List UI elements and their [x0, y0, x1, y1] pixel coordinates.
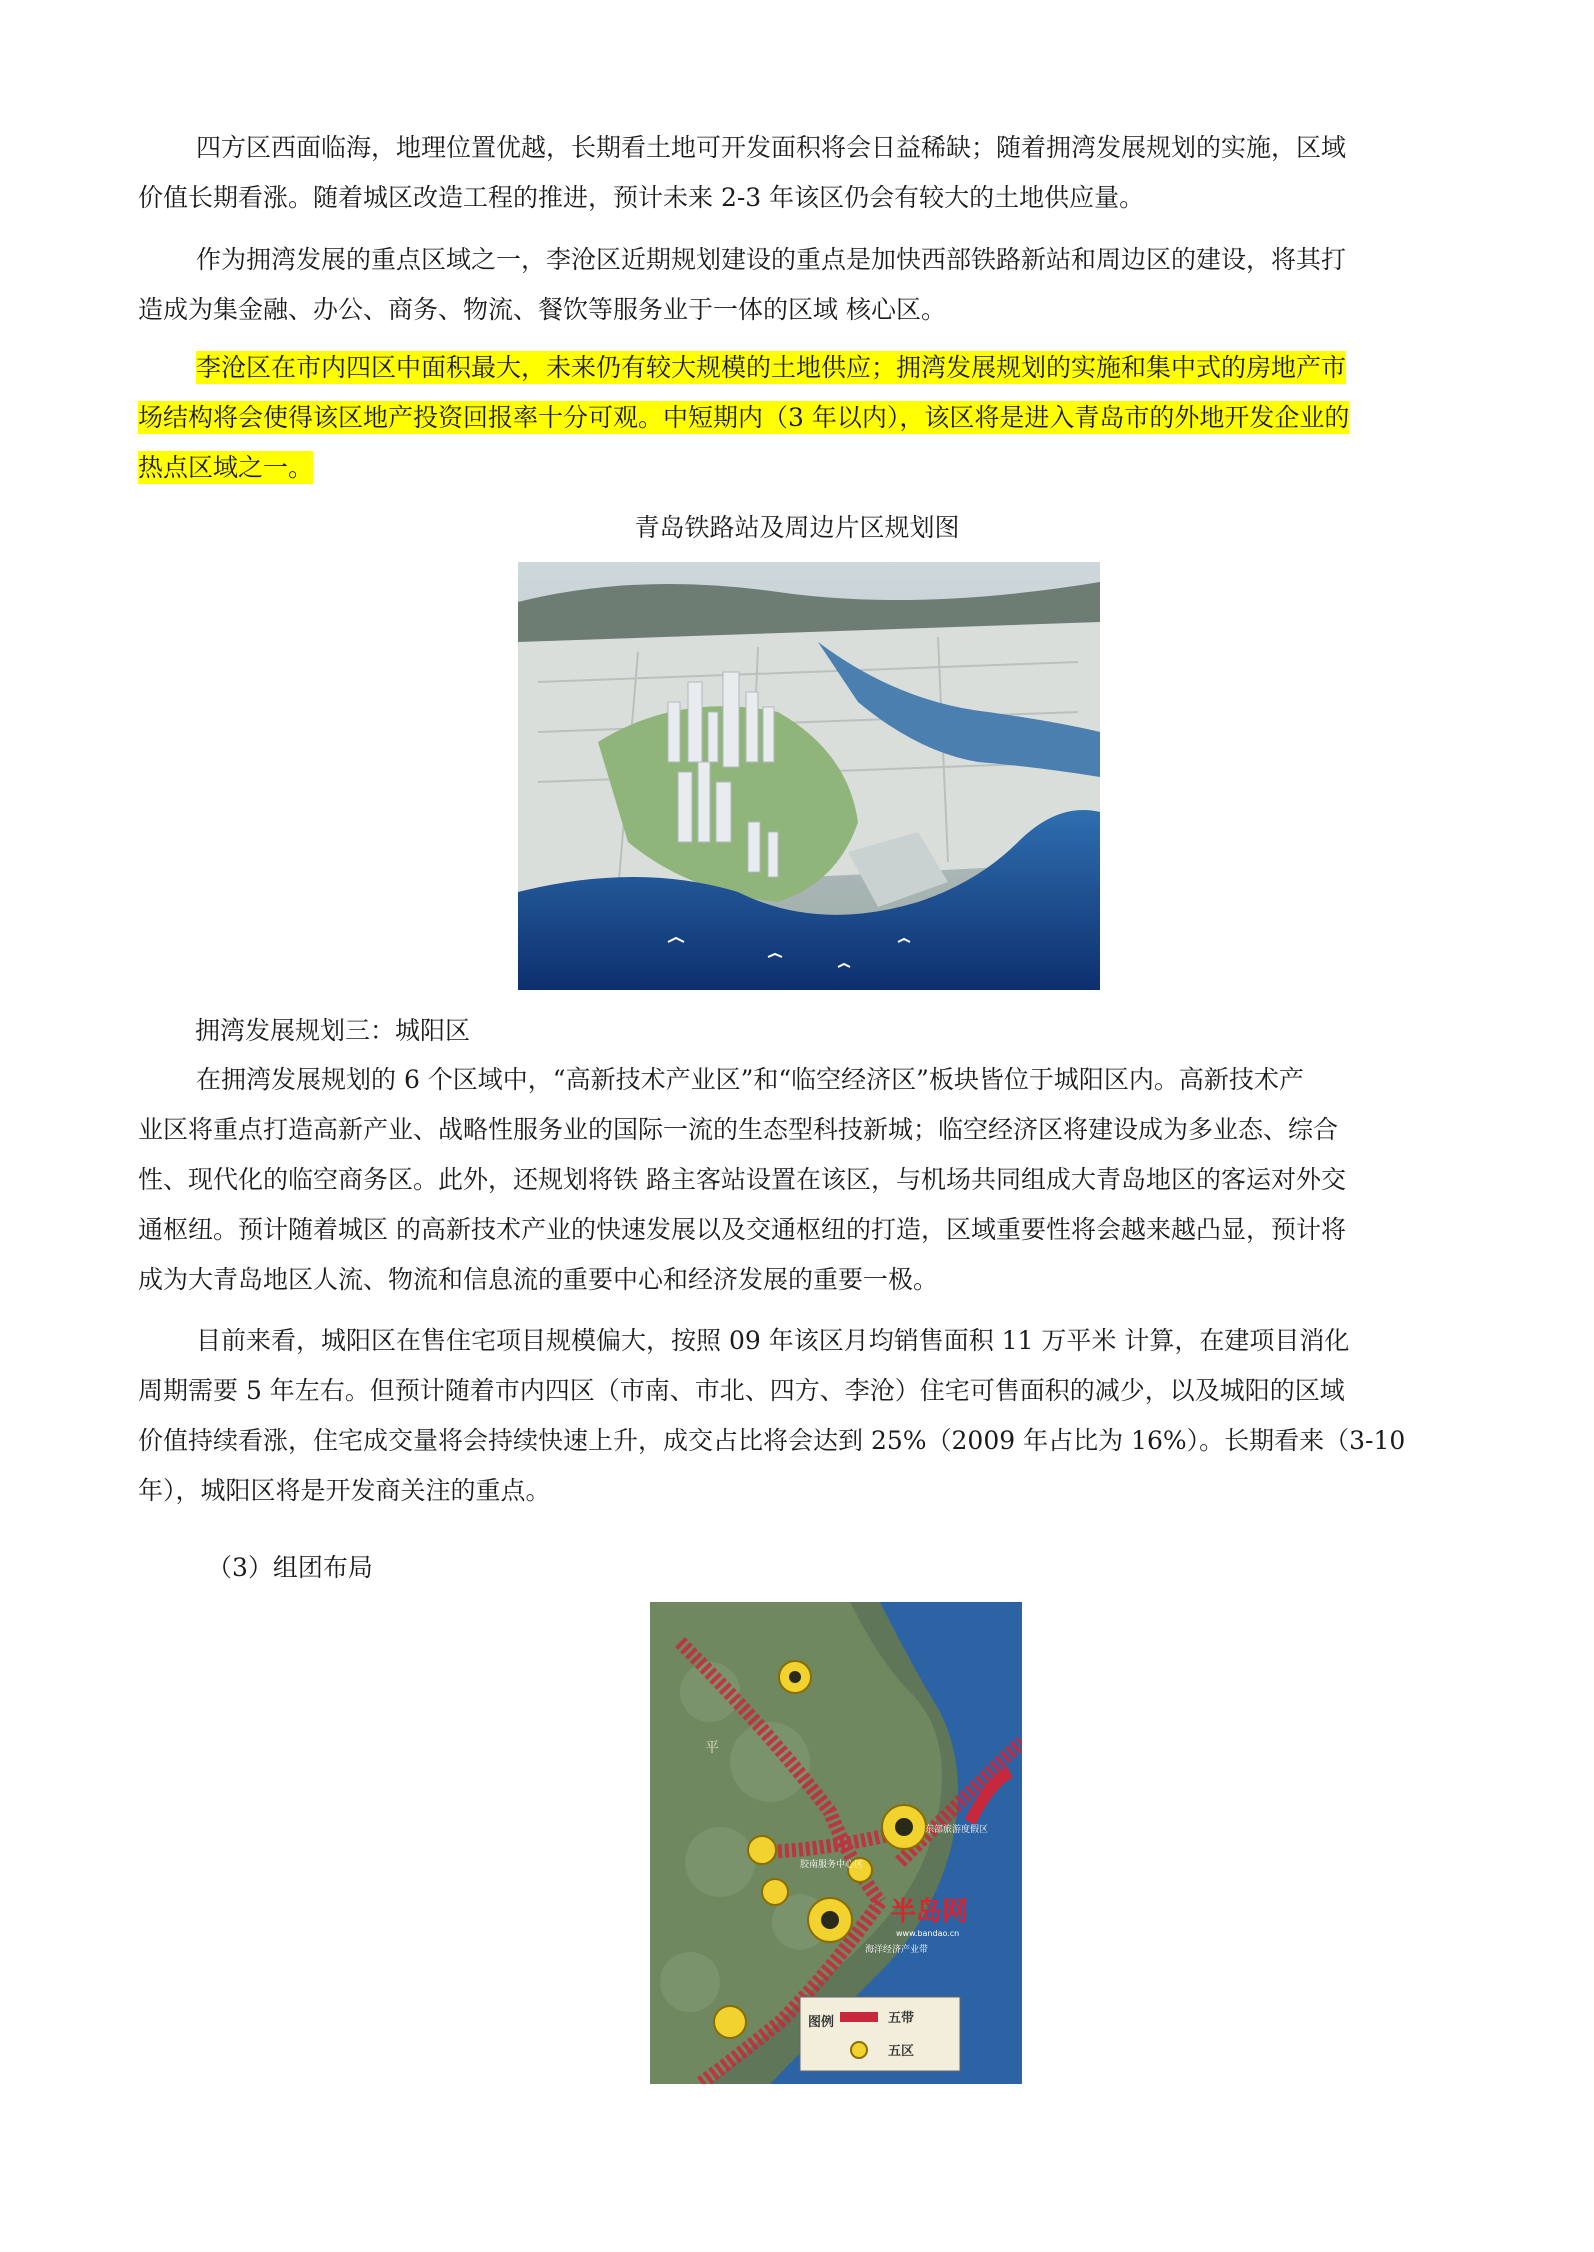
map-label: 平 — [705, 1741, 719, 1756]
text-line: 年），城阳区将是开发商关注的重点。 — [138, 1476, 551, 1505]
text-line: 目前来看，城阳区在售住宅项目规模偏大，按照 09 年该区月均销售面积 11 万平米 计算，在建项目消化 — [196, 1326, 1350, 1355]
map-stamp-text: 半岛网 — [890, 1897, 969, 1927]
map-legend — [800, 1997, 960, 2071]
map-label: 胶南服务中心区 — [800, 1859, 864, 1869]
highlighted-text: 热点区域之一。 — [138, 453, 314, 482]
legend-title: 图例 — [808, 2015, 835, 2030]
paragraph-chengyang-plan — [138, 1055, 1488, 1305]
map-url-text: www.bandao.cn — [896, 1929, 960, 1938]
text-line: 成为大青岛地区人流、物流和信息流的重要中心和经济发展的重要一极。 — [138, 1265, 939, 1294]
paragraph-licang — [138, 235, 1488, 335]
paragraph-licang-highlight — [138, 343, 1488, 493]
text-line: 四方区西面临海，地理位置优越，长期看土地可开发面积将会日益稀缺；随着拥湾发展规划的实施，区域 — [196, 133, 1347, 162]
highlighted-text: 场结构将会使得该区地产投资回报率十分可观。中短期内（3 年以内），该区将是进入青岛市的外地开发企业的 — [138, 403, 1350, 432]
legend-band-swatch — [840, 2012, 878, 2022]
cluster-layout-map — [650, 1602, 1022, 2084]
text-line: 价值长期看涨。随着城区改造工程的推进，预计未来 2-3 年该区仍会有较大的土地供应量。 — [138, 183, 1145, 212]
text-line: 造成为集金融、办公、商务、物流、餐饮等服务业于一体的区域 核心区。 — [138, 295, 946, 324]
legend-zone-swatch — [851, 2042, 867, 2058]
text-line: 性、现代化的临空商务区。此外，还规划将铁 路主客站设置在该区，与机场共同组成大青岛地区的客运对外交 — [138, 1165, 1346, 1194]
legend-zone-label: 五区 — [888, 2044, 915, 2059]
highlighted-text: 李沧区在市内四区中面积最大，未来仍有较大规模的土地供应；拥湾发展规划的实施和集中式的房地产市 — [196, 353, 1347, 382]
text-line: 通枢纽。预计随着城区 的高新技术产业的快速发展以及交通枢纽的打造，区域重要性将会越来越凸显，预计将 — [138, 1215, 1346, 1244]
figure-caption: 青岛铁路站及周边片区规划图 — [634, 513, 960, 542]
text-line: 在拥湾发展规划的 6 个区域中，“高新技术产业区”和“临空经济区”板块皆位于城阳区内。高新技术产 — [196, 1065, 1304, 1094]
text-line: 周期需要 5 年左右。但预计随着市内四区（市南、市北、四方、李沧）住宅可售面积的减少，以及城阳的区域 — [138, 1376, 1345, 1405]
paragraph-chengyang-market — [138, 1316, 1488, 1516]
railway-station-planning-image — [518, 562, 1100, 990]
legend-band-label: 五带 — [888, 2011, 915, 2026]
section-heading: 拥湾发展规划三：城阳区 — [195, 1016, 471, 1045]
paragraph-sifang — [138, 123, 1488, 223]
subsection-heading: （3）组团布局 — [207, 1553, 373, 1582]
map-label: 东部旅游度假区 — [925, 1824, 989, 1834]
text-line: 业区将重点打造高新产业、战略性服务业的国际一流的生态型科技新城；临空经济区将建设成为多业态、综合 — [138, 1115, 1339, 1144]
map-label: 海洋经济产业带 — [865, 1944, 929, 1954]
text-line: 价值持续看涨，住宅成交量将会持续快速上升，成交占比将会达到 25%（2009 年占比为 16%）。长期看来（3-10 — [138, 1426, 1406, 1455]
text-line: 作为拥湾发展的重点区域之一，李沧区近期规划建设的重点是加快西部铁路新站和周边区的建设，将其打 — [196, 245, 1347, 274]
